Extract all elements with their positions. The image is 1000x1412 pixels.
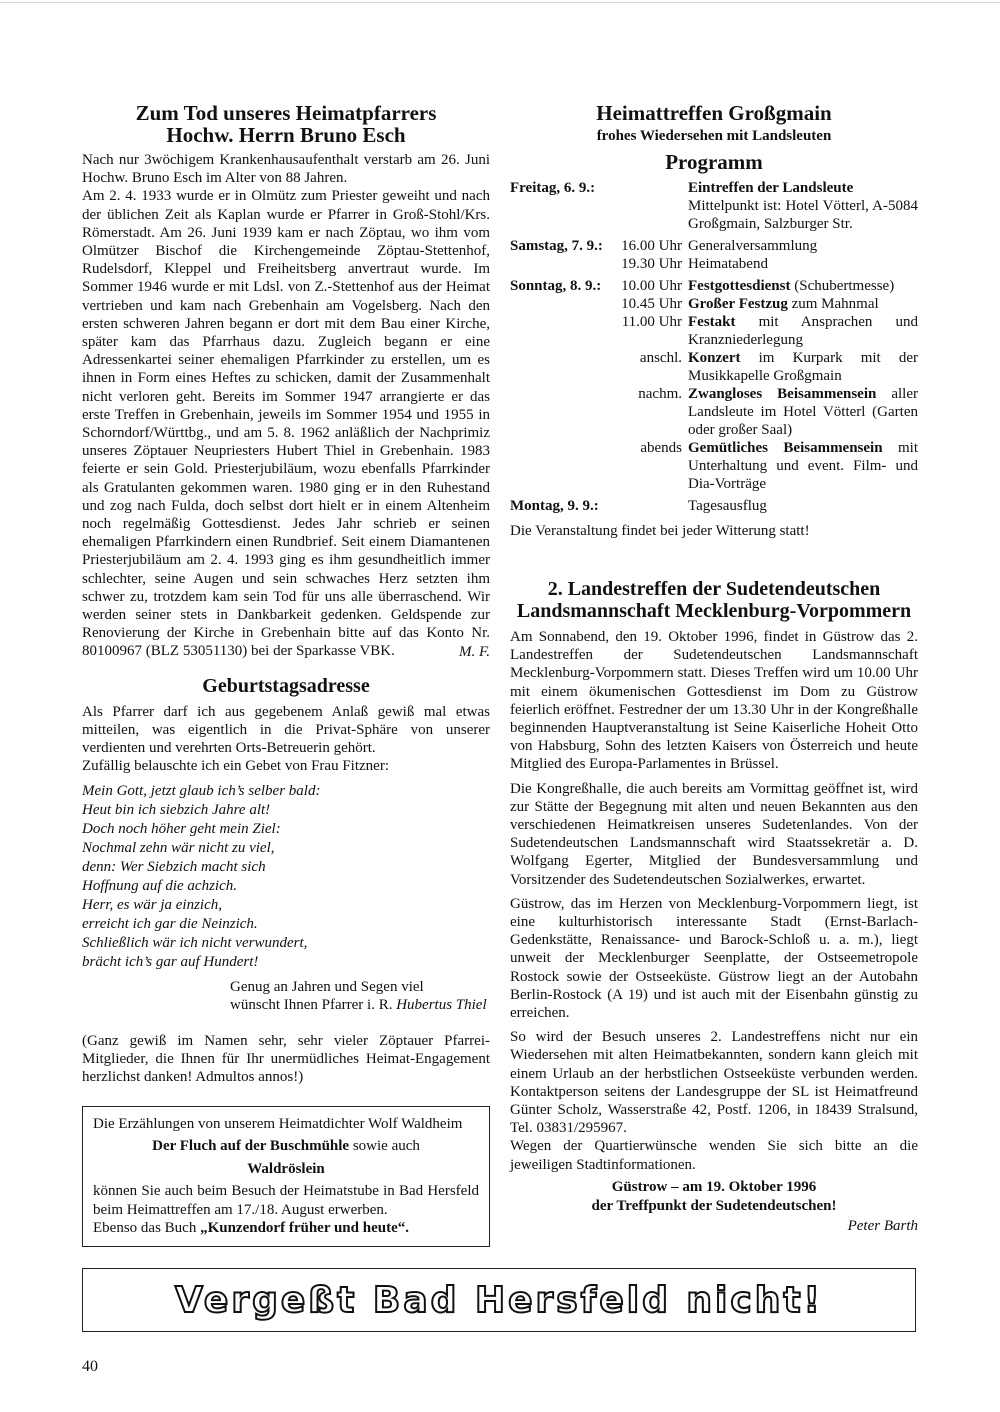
program-event [688, 179, 918, 197]
books-extra [93, 1219, 479, 1238]
program-row [510, 313, 918, 349]
banner-box [82, 1268, 916, 1332]
right-column [510, 102, 918, 1235]
program-day: Sonntag, 8. 9.: [510, 278, 602, 294]
program-day [510, 255, 614, 273]
wish-line-2 [230, 996, 490, 1014]
program-event-highlight: Festgottesdienst [688, 278, 791, 294]
left-column [82, 102, 490, 1247]
program-row [510, 179, 918, 197]
program-event [688, 313, 918, 349]
meeting-article [510, 102, 918, 540]
landestreffen-paragraph-2: Die Kongreßhalle, die auch bereits am Vormittag geöffnet ist, wird zur Stätte der Begegnung mit alten und neuen Bekannten aus den verschiedenen Heimatkreisen unseres Sudetenlandes. Von der Sudetendeutschen Landsmannschaft wird Staatssekretär a. D. Wolfgang Egerter, Mitglied der Bundesversammlung und Vorsitzender des Sudetendeutschen Sozialwerkes, erwartet. [510, 780, 918, 888]
poem-line: Heut bin ich siebzich Jahre alt! [82, 801, 271, 818]
program-time: 10.00 Uhr [621, 278, 682, 294]
obituary-title-line1: Zum Tod unseres Heimatpfarrers [135, 101, 437, 125]
poem-line: Herr, es wär ja einzich, [82, 896, 222, 913]
program-event [688, 197, 918, 233]
program-event-text: zum Mahnmal [791, 296, 879, 312]
landestreffen-article [510, 578, 918, 1235]
program-event [688, 233, 918, 255]
obituary-article [82, 102, 490, 661]
landestreffen-title [510, 578, 918, 622]
program-time: nachm. [638, 386, 682, 402]
landestreffen-signature: Peter Barth [847, 1217, 918, 1234]
page-number: 40 [82, 1358, 98, 1375]
program-time: 11.00 Uhr [621, 314, 682, 330]
landestreffen-paragraph-5: Wegen der Quartierwünsche wenden Sie sich bitte an die jeweiligen Stadtinformationen. [510, 1138, 918, 1173]
program-event-text: Heimatabend [688, 256, 768, 272]
program-event-text: aller Landsleute im Hotel Vötterl (Garten oder großer Saal) [688, 386, 918, 438]
meeting-title: Heimattreffen Großgmain [596, 101, 832, 125]
program-title: Programm [665, 150, 763, 174]
program-event [688, 273, 918, 295]
program-event [688, 349, 918, 385]
program-row [510, 385, 918, 439]
book-title-1 [93, 1137, 479, 1156]
program-time: abends [640, 440, 682, 456]
program-event-text: mit Ansprachen und Kranzniederlegung [688, 314, 918, 348]
obituary-signature: M. F. [459, 643, 490, 660]
poem-line: Doch noch höher geht mein Ziel: [82, 820, 281, 837]
program-event-highlight: Gemütliches Beisammensein [688, 440, 883, 456]
program-row [510, 233, 918, 255]
landestreffen-paragraph-4: So wird der Besuch unseres 2. Landestreffens nicht nur ein Wiedersehen mit alten Heimatbekannten, sondern kann gleich mit einem Urlaub an der herbstlichen Ostseeküste verbunden werden. Kontaktperson seitens der Landesgruppe der SL ist Heimatfreund Günter Scholz, Wasserstraße 42, Postf. 1206, in 18439 Stralsund, Tel. 03831/295967. [510, 1029, 918, 1137]
program-event-highlight: Eintreffen der Landsleute [688, 180, 854, 196]
books-extra-prefix: Ebenso das Buch [93, 1219, 197, 1236]
program-row [510, 349, 918, 385]
program-event-highlight: Großer Festzug [688, 296, 788, 312]
obituary-paragraph-1: Nach nur 3wöchigem Krankenhausaufenthalt verstarb am 26. Juni Hochw. Bruno Esch im Alter von 88 Jahren. [82, 152, 490, 187]
meeting-subtitle: frohes Wiedersehen mit Landsleuten [596, 128, 832, 144]
books-purchase-info: können Sie auch beim Besuch der Heimatstube in Bad Hersfeld beim Heimattreffen am 17./18. August erwerben. [93, 1183, 479, 1218]
birthday-paragraph-2: Zufällig belauschte ich ein Gebet von Frau Fitzner: [82, 758, 389, 775]
program-time: 19.30 Uhr [621, 256, 682, 272]
program-event-text: im Kurpark mit der Musikkapelle Großgmain [688, 350, 918, 384]
program-time: 10.45 Uhr [621, 296, 682, 312]
program-row [510, 273, 918, 295]
program-event [688, 385, 918, 439]
birthday-article [82, 675, 490, 1086]
obituary-title [82, 102, 490, 146]
birthday-paragraph-1: Als Pfarrer darf ich aus gegebenem Anlaß gewiß mal etwas mitteilen, was eigentlich in die Privat-Sphäre von unserer verdienten und verehrten Orts-Betreuerin gehört. [82, 703, 490, 757]
program-table [510, 179, 918, 515]
program-day [510, 197, 614, 233]
poem-line: Hoffnung auf die achzich. [82, 877, 237, 894]
wish-line-1: Genug an Jahren und Segen viel [230, 978, 424, 995]
top-rule [0, 2, 1000, 3]
poem-line: Nochmal zehn wär nicht zu viel, [82, 839, 275, 856]
book-title-1-name: Der Fluch auf der Buschmühle [152, 1138, 350, 1155]
program-event [688, 295, 918, 313]
poem-line: denn: Wer Siebzich macht sich [82, 858, 266, 875]
program-day: Samstag, 7. 9.: [510, 238, 603, 254]
landestreffen-title-line2: Landsmannschaft Mecklenburg-Vorpommern [516, 600, 912, 622]
program-event [688, 439, 918, 493]
books-extra-title: „Kunzendorf früher und heute“. [200, 1219, 409, 1236]
program-event-highlight: Zwangloses Beisammensein [688, 386, 877, 402]
banner-text: Vergeßt Bad Hersfeld nicht! [175, 1279, 823, 1321]
poem-line: Mein Gott, jetzt glaub ich’s selber bald: [82, 782, 321, 799]
landestreffen-closing [510, 1178, 918, 1216]
books-box [82, 1106, 490, 1247]
obituary-paragraph-2: Am 2. 4. 1933 wurde er in Olmütz zum Priester geweiht und nach der üblichen Zeit als Kaplan wurde er Pfarrer in Groß-Stohl/Krs. Römerstadt. Am 26. Juni 1939 kam er nach Zöptau, wo ihm vom Olmützer Bischof die Kirchengemeinde Zöptau-Stettenhof, Rudelsdorf, Kleppel und Freiheitsberg anvertraut wurde. Im Sommer 1946 wurde er mit Ldsl. von Z.-Stettenhof aus der Heimat vertrieben und kam nach Grebenhain am Vogelsberg. Nach den ersten schweren Jahren begann er dort mit dem Bau einer Kirche, später kam das Pfarrhaus dazu. Zugleich begann er eine Adressenkartei seiner ehemaligen Pfarrkinder zu erstellen, um es ihnen in Form eines Heftes zu schicken, damit der Zusammenhalt nicht verloren geht. Bereits im Sommer 1947 arrangierte er das erste Treffen in Grebenhain, jeweils im Sommer 1954 und 1955 in Schorndorf/Württbg., und am 5. 8. 1962 anläßlich der Nachprimiz unseres Zöptauer Neupriesters Hubert Thiel in Grebenhain. 1983 feierte er sein Gold. Priesterjubiläum, wozu ebenfalls Pfarrkinder als Gratulanten gekommen waren. 1980 ging er in den Ruhestand und zog nach Fulda, doch selbst dort hielt er in einem Altenheim noch regelmäßig Gottesdienst. Jedes Jahr schrieb er seinen ehemaligen Pfarrkindern einen Rundbrief. Seit einem Diamantenen Priesterjubiläum am 2. 4. 1993 ging es ihm gesundheitlich immer schlechter, seine Augen und sein schwaches Herz setzten ihm schwer zu, trotzdem kam sein Tod für uns alle überraschend. Wir werden seiner stets in Dankbarkeit gedenken. Geldspende zur Renovierung der Kirche in Grebenhain bitte auf das Konto Nr. 80100967 (BLZ 53051130) bei der Sparkasse VBK. [82, 188, 490, 660]
wish-prefix: wünscht Ihnen Pfarrer i. R. [230, 996, 393, 1013]
program-row [510, 255, 918, 273]
program-rows [510, 179, 918, 515]
program-day [510, 385, 614, 439]
obituary-title-line2: Hochw. Herrn Bruno Esch [166, 123, 406, 147]
closing-line-2: der Treffpunkt der Sudetendeutschen! [591, 1197, 837, 1214]
program-event-highlight: Festakt [688, 314, 736, 330]
landestreffen-paragraph-1: Am Sonnabend, den 19. Oktober 1996, findet in Güstrow das 2. Landestreffen der Sudetendeutschen Landsmannschaft Mecklenburg-Vorpommern statt. Dieses Treffen wird um 10.00 Uhr mit einem ökumenischen Gottesdienst im Dom zu Güstrow feierlich eröffnet. Festredner der um 13.30 Uhr in der Kongreßhalle beginnenden Hauptveranstaltung ist Seine Kaiserliche Hoheit Otto von Habsburg, Sohn des letzten Kaisers von Österreich und heute Mitglied des Europa-Parlamentes in Brüssel. [510, 629, 918, 773]
books-intro: Die Erzählungen von unserem Heimatdichter Wolf Waldheim [93, 1116, 463, 1133]
program-event-text: (Schubertmesse) [794, 278, 895, 294]
poem-line: brächt ich’s gar auf Hundert! [82, 953, 259, 970]
landestreffen-title-line1: 2. Landestreffen der Sudetendeutschen [547, 578, 881, 600]
book-title-1-suffix: sowie auch [352, 1138, 420, 1155]
landestreffen-paragraph-3: Güstrow, das im Herzen von Mecklenburg-Vorpommern liegt, ist eine kulturhistorisch interessante Stadt (Ernst-Barlach-Gedenkstätte, Renaissance- und Barock-Schloß u. a. m.), liegt unweit der Mecklenburger Seenplatte, der Ostseemetropole Rostock sowie der Ostseeküste. Güstrow liegt an der Autobahn Berlin-Rostock (A 19) und ist auch mit der Eisenbahn günstig zu erreichen. [510, 895, 918, 1022]
birthday-wish [230, 978, 490, 1014]
birthday-thanks: (Ganz gewiß im Namen sehr, sehr vieler Zöptauer Pfarrei-Mitglieder, die Ihnen für Ihr unermüdliches Heimat-Engagement herzlichst danken! Admultos annos!) [82, 1032, 490, 1085]
program-event-text: Tagesausflug [688, 498, 767, 514]
poem-line: erreicht ich gar die Neinzich. [82, 915, 258, 932]
program-event [688, 493, 918, 515]
program-row [510, 197, 918, 233]
program-row [510, 295, 918, 313]
program-day [510, 349, 614, 385]
birthday-title: Geburtstagsadresse [202, 674, 370, 697]
poem-line: Schließlich wär ich nicht verwundert, [82, 934, 308, 951]
program-day: Freitag, 6. 9.: [510, 180, 596, 196]
program-time [614, 179, 688, 197]
program-event-text: Generalversammlung [688, 238, 818, 254]
program-row [510, 439, 918, 493]
program-day [510, 439, 614, 493]
program-day [510, 295, 614, 313]
wish-author: Hubertus Thiel [396, 996, 487, 1013]
closing-line-1: Güstrow – am 19. Oktober 1996 [611, 1178, 817, 1195]
book-title-2: Waldröslein [247, 1160, 325, 1177]
program-time [614, 493, 688, 515]
birthday-poem [82, 782, 490, 972]
weather-note: Die Veranstaltung findet bei jeder Witterung statt! [510, 523, 810, 539]
program-time: anschl. [639, 350, 682, 366]
program-event-text: mit Unterhaltung und event. Film- und Dia-Vorträge [688, 440, 919, 492]
program-day: Montag, 9. 9.: [510, 498, 599, 514]
program-day [510, 313, 614, 349]
program-event-highlight: Konzert [688, 350, 741, 366]
program-event-text: Mittelpunkt ist: Hotel Vötterl, A-5084 Großgmain, Salzburger Str. [688, 198, 918, 232]
program-time: 16.00 Uhr [621, 238, 682, 254]
program-time [614, 197, 688, 233]
program-event [688, 255, 918, 273]
program-row [510, 493, 918, 515]
